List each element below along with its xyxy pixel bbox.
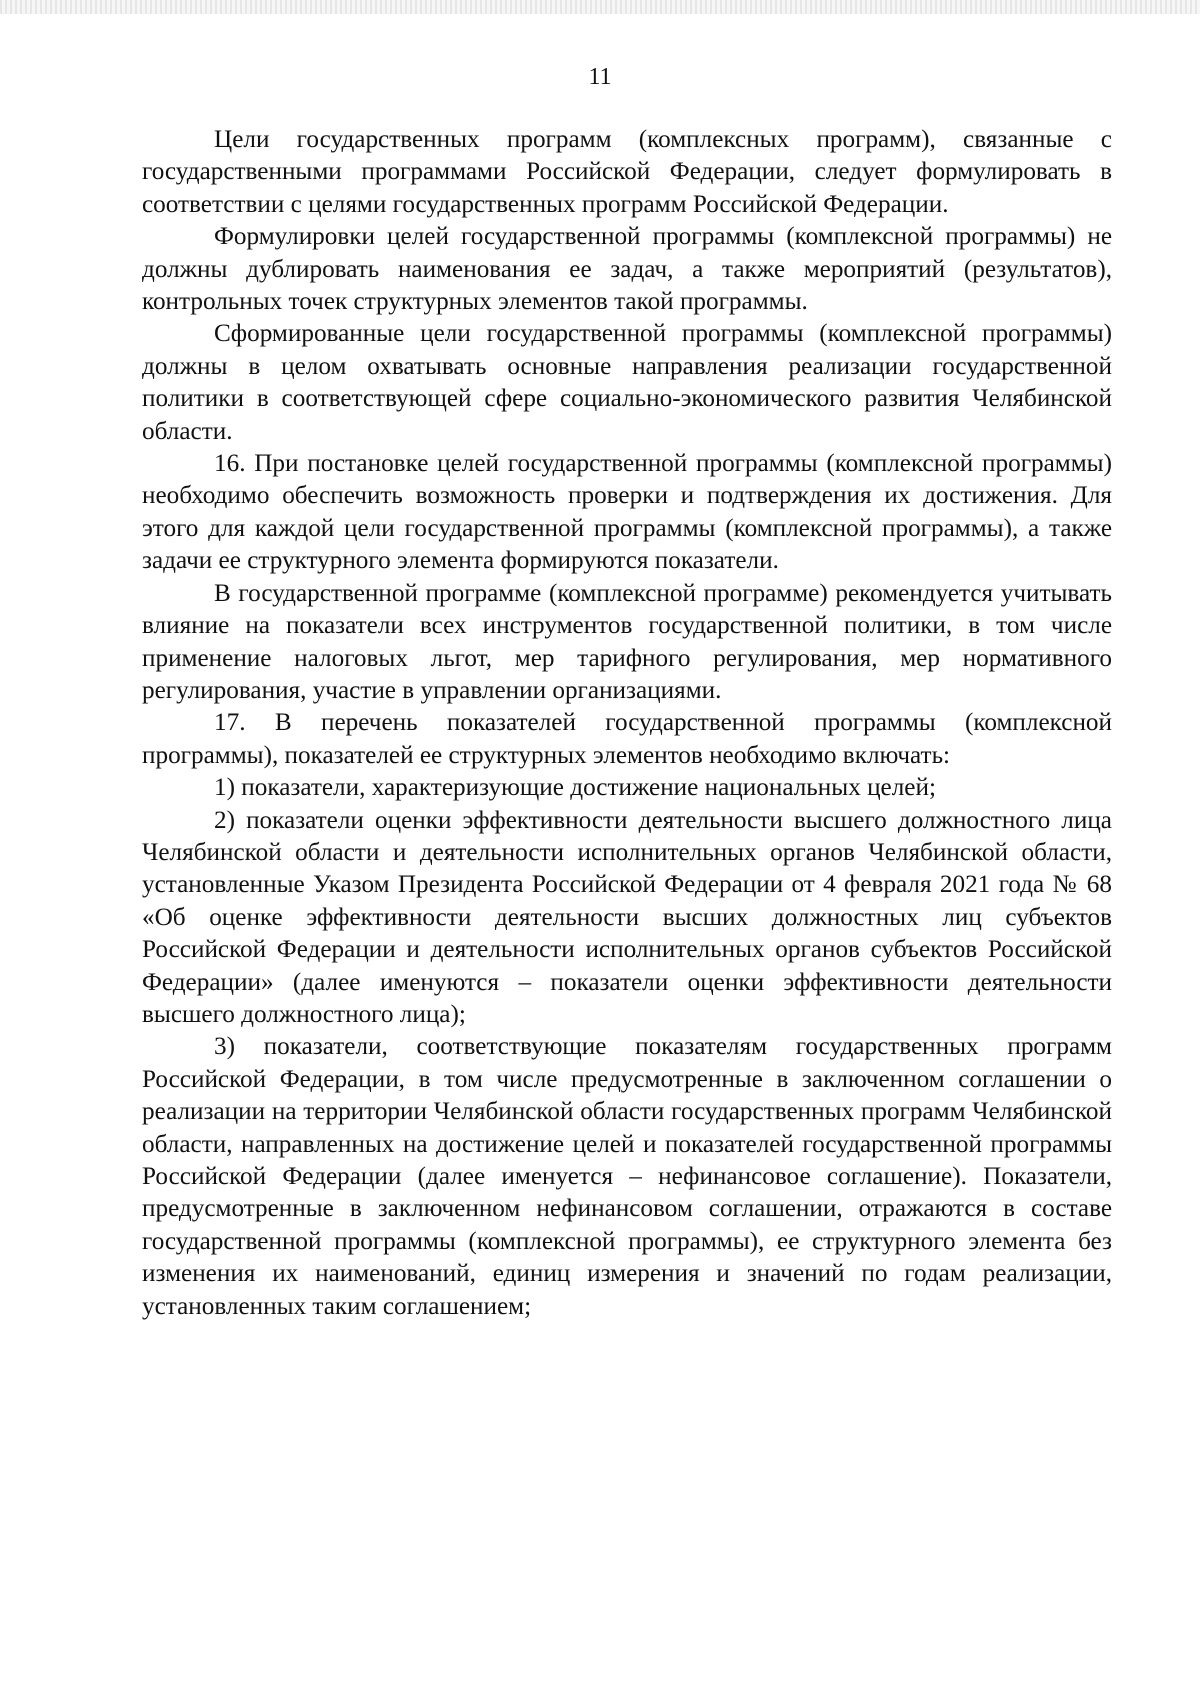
paragraph-goals-coverage: Сформированные цели государственной программы (комплексной программы) должны в целом охватывать основные направления реализации государственной политики в соответствующей сфере социально-экономического развития Челябинской области. <box>142 320 1112 445</box>
list-item-2: 2) показатели оценки эффективности деятельности высшего должностного лица Челябинской области и деятельности исполнительных органов Челябинской области, установленные Указом Президента Российской Федерации от 4 февраля 2021 года № 68 «Об оценке эффективности деятельности высших должностных лиц субъектов Российской Федерации и деятельности исполнительных органов субъектов Российской Федерации» (далее именуются – показатели оценки эффективности деятельности высшего должностного лица); <box>142 806 1112 1028</box>
list-item-1: 1) показатели, характеризующие достижение национальных целей; <box>214 774 936 802</box>
paragraph-goals-formulation: Формулировки целей государственной программы (комплексной программы) не должны дублировать наименования ее задач, а также мероприятий (результатов), контрольных точек структурных элементов такой программы. <box>142 223 1112 316</box>
list-item-3: 3) показатели, соответствующие показателям государственных программ Российской Федерации, в том числе предусмотренные в заключенном соглашении о реализации на территории Челябинской области государственных программ Челябинской области, направленных на достижение целей и показателей государственной программы Российской Федерации (далее именуется – нефинансовое соглашение). Показатели, предусмотренные в заключенном нефинансовом соглашении, отражаются в составе государственной программы (комплексной программы), ее структурного элемента без изменения их наименований, единиц измерения и значений по годам реализации, установленных таким соглашением; <box>142 1033 1112 1320</box>
paragraph-goals-alignment: Цели государственных программ (комплексных программ), связанные с государственными программами Российской Федерации, следует формулировать в соответствии с целями государственных программ Российской Федерации. <box>142 126 1112 218</box>
paragraph-item-16: 16. При постановке целей государственной программы (комплексной программы) необходимо обеспечить возможность проверки и подтверждения их достижения. Для этого для каждой цели государственной программы (комплексной программы), а также задачи ее структурного элемента формируются показатели. <box>142 450 1112 575</box>
page-number: 11 <box>588 64 612 90</box>
paragraph-instruments: В государственной программе (комплексной программе) рекомендуется учитывать влияние на показатели всех инструментов государственной политики, в том числе применение налоговых льгот, мер тарифного регулирования, мер нормативного регулирования, участие в управлении организациями. <box>142 579 1112 704</box>
document-body <box>142 124 1112 1323</box>
paragraph-item-17: 17. В перечень показателей государственной программы (комплексной программы), показателей ее структурных элементов необходимо включать: <box>142 709 1112 769</box>
scan-edge <box>0 0 1200 14</box>
